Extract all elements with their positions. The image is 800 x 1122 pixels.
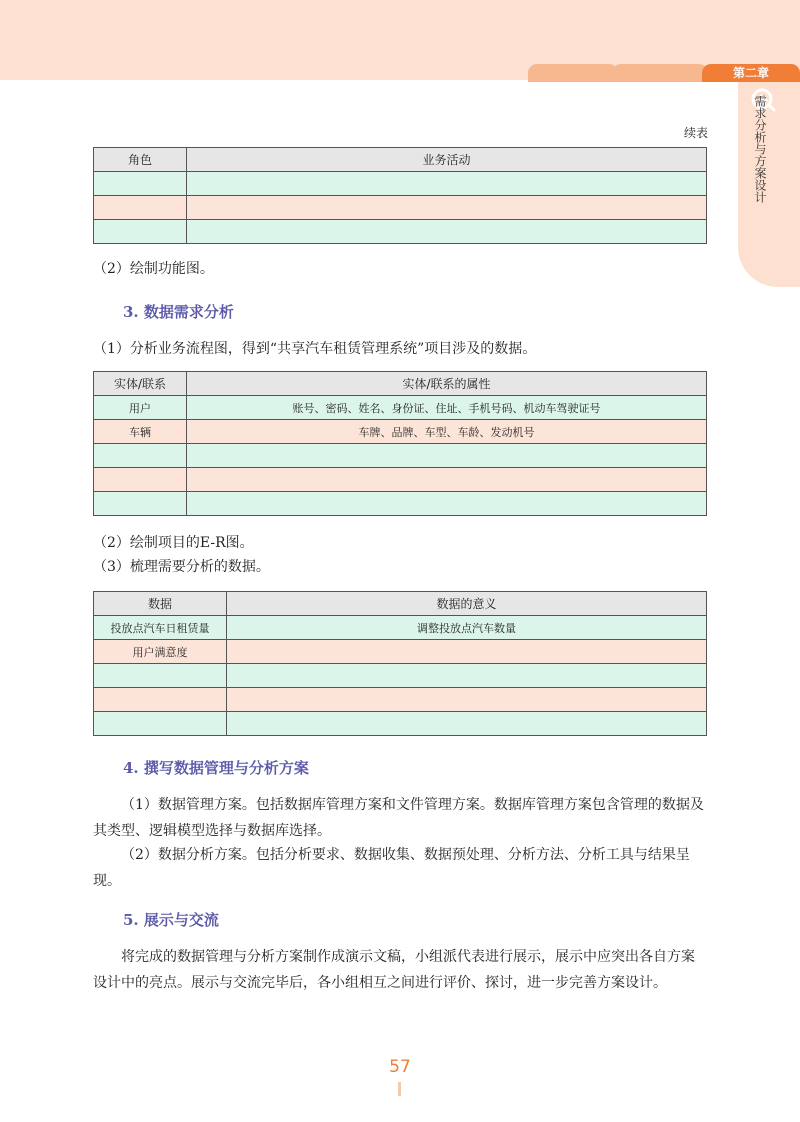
table-cell: 账号、密码、姓名、身份证、住址、手机号码、机动车驾驶证号 xyxy=(187,396,707,420)
table-row xyxy=(94,220,707,244)
section-heading: 3. 数据需求分析 xyxy=(123,303,234,321)
table-cell xyxy=(187,172,707,196)
table-cell xyxy=(227,688,707,712)
entity-attribute-table xyxy=(93,371,707,516)
header-tab-decoration xyxy=(528,64,618,82)
table-header: 数据的意义 xyxy=(227,592,707,616)
table-cell: 投放点汽车日租赁量 xyxy=(94,616,227,640)
table-cell: 车牌、品牌、车型、车龄、发动机号 xyxy=(187,420,707,444)
table-row xyxy=(94,712,707,736)
table-row xyxy=(94,468,707,492)
table-cell xyxy=(227,712,707,736)
table-row xyxy=(94,396,707,420)
table-cell xyxy=(187,196,707,220)
continued-label: 续表 xyxy=(683,126,708,140)
table-row xyxy=(94,196,707,220)
table-cell: 用户 xyxy=(94,396,187,420)
paragraph: （3）梳理需要分析的数据。 xyxy=(93,559,270,575)
table-cell xyxy=(94,712,227,736)
table-cell: 用户满意度 xyxy=(94,640,227,664)
table-cell xyxy=(187,444,707,468)
table-row xyxy=(94,640,707,664)
table-cell xyxy=(227,664,707,688)
table-row xyxy=(94,444,707,468)
table-cell xyxy=(187,220,707,244)
paragraph: （1）分析业务流程图，得到“共享汽车租赁管理系统”项目涉及的数据。 xyxy=(93,341,537,357)
table-cell xyxy=(94,688,227,712)
table-header: 业务活动 xyxy=(187,148,707,172)
table-cell xyxy=(94,664,227,688)
chapter-label: 第二章 xyxy=(732,66,769,80)
header-tab-decoration xyxy=(612,64,708,82)
section-heading: 4. 撰写数据管理与分析方案 xyxy=(123,759,309,777)
table-row xyxy=(94,420,707,444)
table-cell xyxy=(94,172,187,196)
paragraph: （1）数据管理方案。包括数据库管理方案和文件管理方案。数据库管理方案包含管理的数据及其类型、逻辑模型选择与数据库选择。 xyxy=(93,797,704,839)
paragraph: （2）绘制项目的E-R图。 xyxy=(93,535,254,551)
table-header: 数据 xyxy=(94,592,227,616)
page-number-divider xyxy=(398,1082,401,1096)
page-number: 57 xyxy=(389,1057,411,1077)
role-activity-table xyxy=(93,147,707,244)
step-draw-function-diagram: （2）绘制功能图。 xyxy=(93,261,214,277)
section-heading: 5. 展示与交流 xyxy=(123,911,219,929)
table-header: 角色 xyxy=(94,148,187,172)
table-cell: 车辆 xyxy=(94,420,187,444)
paragraph: 将完成的数据管理与分析方案制作成演示文稿，小组派代表进行展示，展示中应突出各自方案设计中的亮点。展示与交流完毕后，各小组相互之间进行评价、探讨，进一步完善方案设计。 xyxy=(93,949,695,991)
table-cell xyxy=(94,492,187,516)
table-cell xyxy=(94,444,187,468)
table-cell xyxy=(94,196,187,220)
table-cell xyxy=(94,220,187,244)
table-cell xyxy=(187,468,707,492)
data-meaning-table xyxy=(93,591,707,736)
table-row xyxy=(94,172,707,196)
table-header: 实体/联系的属性 xyxy=(187,372,707,396)
table-row xyxy=(94,616,707,640)
paragraph: （2）数据分析方案。包括分析要求、数据收集、数据预处理、分析方法、分析工具与结果呈现。 xyxy=(93,847,690,889)
table-row xyxy=(94,664,707,688)
table-row xyxy=(94,688,707,712)
side-chapter-title: 需求分析与方案设计 xyxy=(753,95,767,203)
table-cell xyxy=(187,492,707,516)
table-row xyxy=(94,492,707,516)
table-cell xyxy=(227,640,707,664)
table-cell: 调整投放点汽车数量 xyxy=(227,616,707,640)
table-cell xyxy=(94,468,187,492)
table-header: 实体/联系 xyxy=(94,372,187,396)
